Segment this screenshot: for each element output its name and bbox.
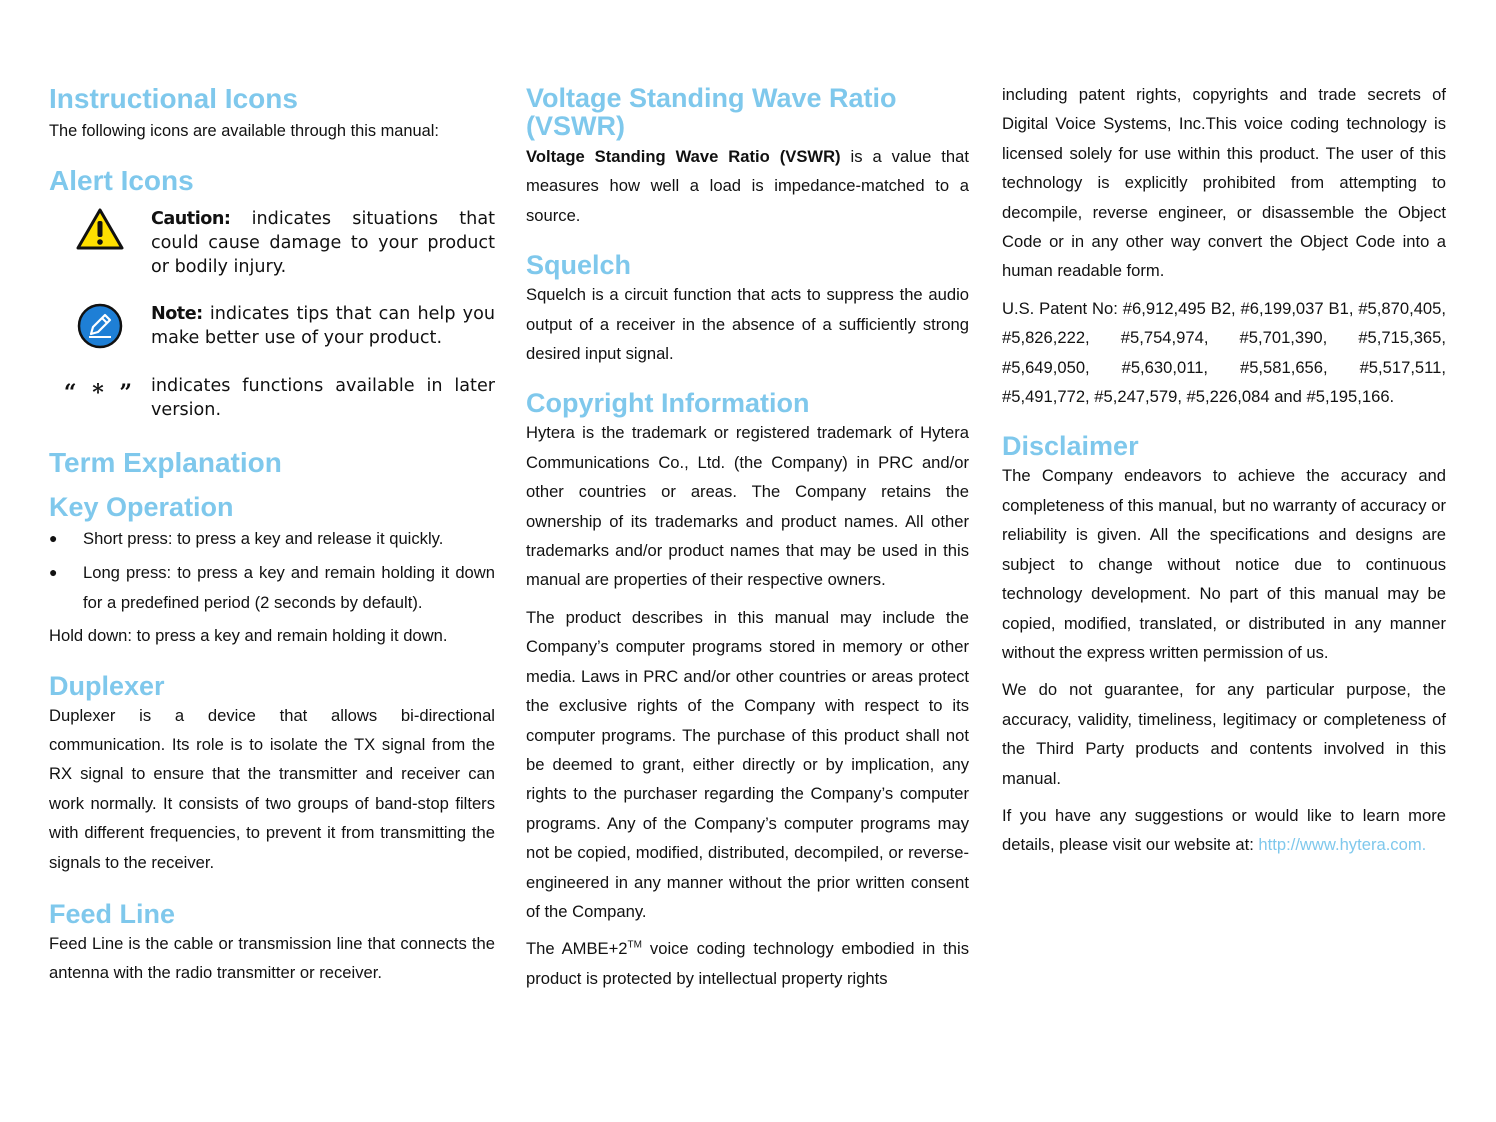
instructional-icons-heading: Instructional Icons — [49, 83, 298, 114]
vswr-term: Voltage Standing Wave Ratio (VSWR) — [526, 147, 841, 166]
feed-line-heading: Feed Line — [49, 899, 176, 930]
star-note — [49, 374, 495, 422]
caution-triangle-icon — [75, 207, 125, 251]
short-press-text: Short press: to press a key and release it quickly. — [83, 529, 444, 548]
disclaimer-para-3 — [1002, 801, 1446, 860]
duplexer-heading: Duplexer — [49, 670, 165, 701]
feed-line-text: Feed Line is the cable or transmission line that connects the antenna with the radio transmitter or receiver. — [49, 934, 495, 983]
caution-alert — [49, 207, 495, 279]
copyright-para-3 — [526, 934, 969, 993]
column-right — [1002, 80, 1446, 860]
copyright-para-1: Hytera is the trademark or registered trademark of Hytera Communications Co., Ltd. (the Company) in PRC and/or other countries or areas. The Company retains the ownership of its trademarks and product names. All other trademarks and/or product names that may be used in this manual are properties of their respective owners. — [526, 423, 969, 590]
bullet-icon: ● — [49, 564, 58, 581]
ambe-pre: The AMBE+2 — [526, 939, 628, 959]
alert-icons-heading: Alert Icons — [49, 165, 194, 196]
disclaimer-heading: Disclaimer — [1002, 431, 1139, 462]
copyright-continued: including patent rights, copyrights and trade secrets of Digital Voice Systems, Inc.This voice coding technology is licensed solely for use within this product. The user of this technology is explicitly prohibited from attempting to decompile, reverse engineer, or disassemble the Object Code or in any other way convert the Object Code into a human readable form. — [1002, 85, 1446, 281]
term-explanation-heading: Term Explanation — [49, 447, 282, 478]
vswr-text — [526, 142, 969, 230]
star-text: indicates functions available in later version. — [151, 376, 495, 420]
bullet-icon: ● — [49, 530, 58, 546]
caution-description: indicates situations that could cause damage to your product or bodily injury. — [151, 209, 495, 277]
note-text — [151, 302, 495, 350]
list-item — [49, 558, 495, 617]
vswr-heading: Voltage Standing Wave Ratio (VSWR) — [526, 83, 897, 141]
note-alert — [49, 302, 495, 350]
note-description: indicates tips that can help you make better use of your product. — [151, 304, 495, 348]
website-link[interactable]: http://www.hytera.com. — [1258, 835, 1427, 855]
column-middle — [526, 80, 969, 993]
asterisk-quote-icon: “ * ” — [63, 380, 137, 406]
note-label: Note: — [151, 304, 203, 324]
disclaimer-para-2: We do not guarantee, for any particular purpose, the accuracy, validity, timeliness, legitimacy or completeness of the Third Party products and contents involved in this manual. — [1002, 680, 1446, 788]
key-operation-heading: Key Operation — [49, 492, 234, 522]
duplexer-text: Duplexer is a device that allows bi-directional communication. Its role is to isolate the TX signal from the RX signal to ensure that the transmitter and receiver can work normally. It consists of two groups of band-stop filters with different frequencies, to prevent it from transmitting the signals to the receiver. — [49, 705, 495, 872]
long-press-text: Long press: to press a key and remain holding it down for a predefined period (2 seconds by default). — [83, 563, 495, 612]
caution-text — [151, 207, 495, 279]
squelch-heading: Squelch — [526, 250, 632, 281]
column-left — [49, 80, 495, 988]
star-symbol-wrap — [49, 374, 151, 406]
instructional-icons-intro: The following icons are available through this manual: — [49, 122, 439, 140]
copyright-heading: Copyright Information — [526, 388, 810, 419]
vswr-definition: is a value that measures how well a load is impedance-matched to a source. — [526, 147, 969, 225]
caution-icon-wrap — [49, 207, 151, 251]
patent-text: U.S. Patent No: #6,912,495 B2, #6,199,037 B1, #5,870,405, #5,826,222, #5,754,974, #5,701,390, #5,715,365, #5,649,050, #5,630,011, #5,581,656, #5,517,511, #5,491,772, #5,247,579, #5,226,084 and #5,195,166. — [1002, 298, 1446, 407]
hold-down-text: Hold down: to press a key and remain holding it down. — [49, 626, 448, 646]
note-pencil-icon — [76, 302, 124, 350]
caution-label: Caution: — [151, 209, 231, 229]
disclaimer-para-1: The Company endeavors to achieve the accuracy and completeness of this manual, but no warranty of accuracy or reliability is given. All the specifications and designs are subject to change without notice due to continuous technology development. No part of this manual may be copied, modified, translated, or distributed in any manner without the express written permission of us. — [1002, 466, 1446, 662]
note-icon-wrap — [49, 302, 151, 350]
list-item — [49, 524, 495, 553]
copyright-para-2: The product describes in this manual may include the Company’s computer programs stored in memory or other media. Laws in PRC and/or other countries or areas protect the exclusive rights of the Company with respect to its computer programs. The purchase of this product shall not be deemed to grant, either directly or by implication, any rights to the purchaser regarding the Company’s computer programs. Any of the Company’s computer programs may not be copied, modified, distributed, decompiled, or reverse-engineered in any manner without the prior written consent of the Company. — [526, 607, 969, 921]
trademark-sup: TM — [627, 939, 642, 951]
disclaimer-para-3-text: If you have any suggestions or would like to learn more details, please visit our website at: — [1002, 805, 1446, 855]
ambe-post: voice coding technology embodied in this product is protected by intellectual property rights — [526, 939, 970, 988]
squelch-text: Squelch is a circuit function that acts to suppress the audio output of a receiver in the absence of a sufficiently strong desired input signal. — [526, 285, 969, 364]
